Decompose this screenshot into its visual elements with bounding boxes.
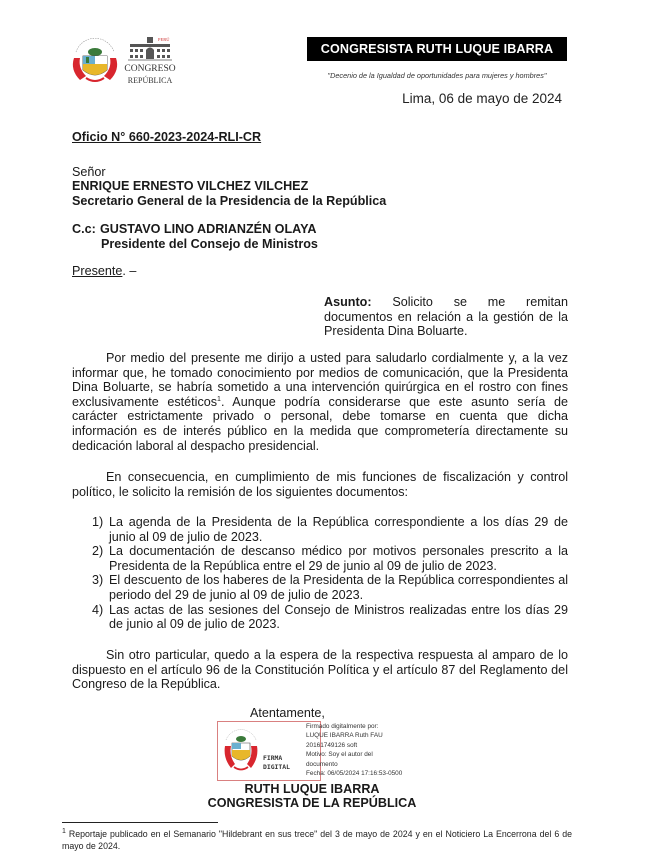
footnote-number: 1 — [62, 828, 66, 836]
cc-title: Presidente del Consejo de Ministros — [101, 237, 318, 251]
signature-detail-line: Firmado digitalmente por: — [306, 723, 379, 730]
presente-word: Presente — [72, 264, 123, 278]
signature-detail-line: documento — [306, 760, 338, 768]
congreso-building-logo — [122, 33, 178, 89]
footnote-reference: 1 — [217, 395, 221, 403]
presente-line — [72, 264, 136, 278]
document-reference: Oficio N° 660-2023-2024-RLI-CR — [72, 130, 262, 144]
letter-date: Lima, 06 de mayo de 2024 — [402, 91, 562, 106]
signer-name: RUTH LUQUE IBARRA — [244, 782, 380, 796]
header-banner — [307, 37, 567, 61]
subject-text: Solicito se me remitan documentos en relación a la gestión de la Presidenta Dina Boluarte. — [324, 295, 568, 339]
signature-detail-line: Fecha: 06/05/2024 17:16:53-0500 — [306, 770, 403, 778]
footnote-separator — [62, 822, 218, 823]
salutation: Señor — [72, 165, 106, 179]
cc-label: C.c: — [72, 222, 96, 236]
signature-details — [306, 722, 402, 778]
list-item-number: 2) — [92, 544, 104, 559]
list-item — [92, 544, 568, 573]
stamp-label-line1: FIRMA — [263, 754, 283, 762]
list-item-text: La agenda de la Presidenta de la República correspondiente a los días 29 de junio al 09 de julio de 2023. — [109, 515, 568, 544]
footnote — [62, 829, 572, 852]
stamp-label-line2: DIGITAL — [263, 763, 290, 771]
body-paragraph-2: En consecuencia, en cumplimiento de mis funciones de fiscalización y control político, le solicito la remisión de los siguientes documentos: — [72, 470, 568, 499]
list-item-text: La documentación de descanso médico por motivos personales prescrito a la Presidenta de la República entre el 29 de junio al 09 de julio de 2023. — [109, 544, 568, 573]
subject-label: Asunto: — [324, 295, 372, 309]
list-item-number: 1) — [92, 515, 104, 529]
list-item-number: 4) — [92, 602, 104, 617]
list-item-text: Las actas de las sesiones del Consejo de Ministros realizadas entre los días 29 de junio al 09 de julio de 2023. — [109, 602, 568, 632]
decade-motto: "Decenio de la Igualdad de oportunidades para mujeres y hombres" — [327, 71, 547, 80]
requests-list — [92, 515, 568, 632]
paragraph1-text-b: . Aunque podría considerarse que este asunto sería de carácter estrictamente privado o personal, debe tomarse en cuenta que dicha información es de interés público en la medida que comprometería directamente su dedicación laboral al despacho presidencial. — [72, 394, 568, 453]
subject-block — [324, 295, 568, 339]
body-paragraph-3: Sin otro particular, quedo a la espera de la respectiva respuesta al amparo de lo dispuesto en el artículo 96 de la Constitución Política y el artículo 87 del Reglamento del Congreso de la República. — [72, 648, 568, 692]
banner-title: CONGRESISTA RUTH LUQUE IBARRA — [320, 42, 554, 56]
footnote-text: Reportaje publicado en el Semanario "Hildebrant en sus trece" del 3 de mayo de 2024 y en el Noticiero La Encerrona del 6 de mayo de 2024. — [62, 829, 572, 851]
logo-peru-label: PERÚ — [158, 37, 170, 42]
stamp-coat-of-arms-icon — [222, 724, 260, 776]
peru-coat-of-arms-icon — [66, 30, 124, 88]
list-item — [92, 515, 568, 544]
body-paragraph-1 — [72, 351, 568, 453]
presente-suffix: . – — [122, 264, 137, 278]
logo-republica-text: REPÚBLICA — [127, 76, 173, 85]
paragraph1-text-a: Por medio del presente me dirijo a usted para saludarlo cordialmente y, a la vez informar que, he tomado conocimiento por medios de comunicación, que la Presidenta Dina Boluarte, se habría sometido a una intervención quirúrgica en el rostro con fines exclusivamente estéticos — [72, 351, 568, 409]
signature-detail-line: Motivo: Soy el autor del — [306, 751, 373, 759]
list-item-text: El descuento de los haberes de la Presidenta de la República correspondientes al periodo del 29 de junio al 09 de julio de 2023. — [109, 573, 568, 602]
list-item — [92, 603, 568, 632]
closing: Atentamente, — [250, 706, 325, 720]
addressee-name: ENRIQUE ERNESTO VILCHEZ VILCHEZ — [72, 179, 309, 193]
list-item-number: 3) — [92, 573, 104, 588]
list-item — [92, 573, 568, 602]
signature-detail-line: 20161749126 soft — [306, 741, 358, 749]
stamp-label — [263, 754, 290, 772]
addressee-title: Secretario General de la Presidencia de la República — [72, 194, 387, 208]
signer-title: CONGRESISTA DE LA REPÚBLICA — [207, 796, 417, 810]
logo-congreso-text: CONGRESO — [124, 64, 176, 74]
cc-name: GUSTAVO LINO ADRIANZÉN OLAYA — [100, 222, 317, 236]
signature-detail-line: LUQUE IBARRA Ruth FAU — [306, 732, 383, 740]
